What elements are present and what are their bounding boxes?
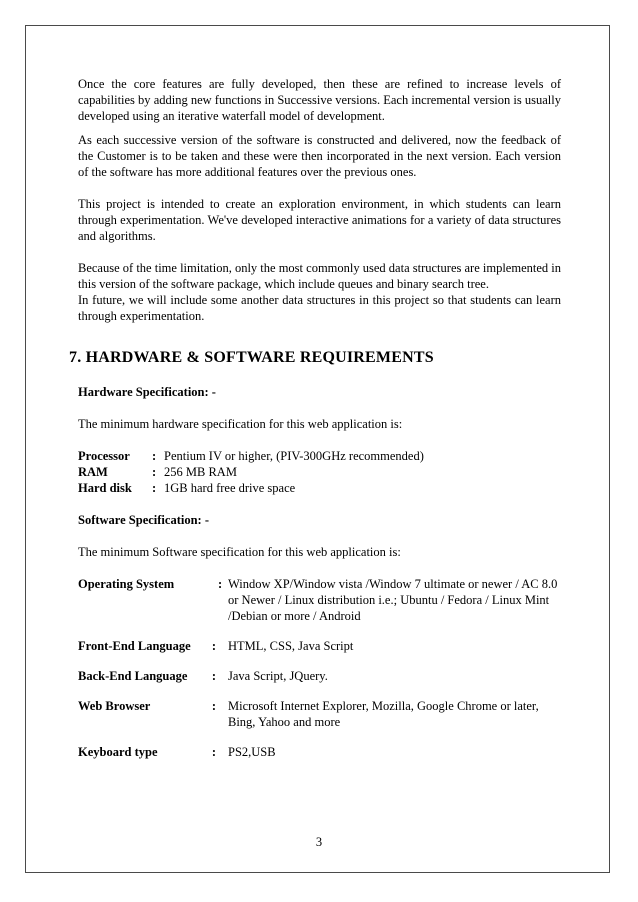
paragraph-core-features: Once the core features are fully developed, then these are refined to increase levels of capabilities by adding new functions in Successive versions. Each incremental version is usually developed using an iterative waterfall model of development. bbox=[78, 77, 561, 123]
software-row-web-browser bbox=[78, 698, 561, 730]
spec-value: Pentium IV or higher, (PIV-300GHz recommended) bbox=[164, 449, 424, 463]
spec-sep: : bbox=[152, 481, 157, 495]
document-body bbox=[69, 76, 561, 774]
hardware-spec-intro: The minimum hardware specification for this web application is: bbox=[78, 417, 403, 431]
spec-key: Hard disk bbox=[78, 481, 132, 495]
spec-sep: : bbox=[211, 639, 217, 653]
paragraph-successive-versions: As each successive version of the software is constructed and delivered, now the feedback of the Customer is to be taken and these were then incorporated in the next version. Each version of the software has more additional features over the previous ones. bbox=[78, 133, 561, 179]
page-number: 3 bbox=[315, 835, 323, 849]
hardware-row-hard-disk bbox=[78, 480, 561, 496]
spec-value: PS2,USB bbox=[228, 745, 276, 759]
section-heading: 7. HARDWARE & SOFTWARE REQUIREMENTS bbox=[69, 349, 434, 366]
software-row-operating-system bbox=[78, 576, 561, 624]
paragraph-project-intent: This project is intended to create an exploration environment, in which students can learn through experimentation. We've developed interactive animations for a variety of data structures and algorithms. bbox=[78, 197, 561, 243]
software-row-back-end bbox=[78, 668, 561, 684]
spec-key: RAM bbox=[78, 465, 108, 479]
spec-key: Back-End Language bbox=[78, 669, 188, 683]
software-row-front-end bbox=[78, 638, 561, 654]
spec-key: Front-End Language bbox=[78, 639, 191, 653]
spec-value: Java Script, JQuery. bbox=[228, 669, 328, 683]
spec-sep: : bbox=[211, 669, 217, 683]
hardware-spec-list bbox=[78, 448, 561, 496]
spec-value: 256 MB RAM bbox=[164, 465, 237, 479]
software-spec-intro: The minimum Software specification for this web application is: bbox=[78, 545, 401, 559]
spec-key: Processor bbox=[78, 449, 130, 463]
spec-key: Operating System bbox=[78, 577, 175, 591]
paragraph-time-limitation: Because of the time limitation, only the most commonly used data structures are implemented in this version of the software package, which include queues and binary search tree. bbox=[78, 261, 561, 291]
hardware-row-processor bbox=[78, 448, 561, 464]
hardware-row-ram bbox=[78, 464, 561, 480]
spec-value: 1GB hard free drive space bbox=[164, 481, 296, 495]
paragraph-future-work: In future, we will include some another data structures in this project so that students can learn through experimentation. bbox=[78, 293, 561, 323]
spec-key: Web Browser bbox=[78, 699, 151, 713]
software-spec-title: Software Specification: - bbox=[78, 513, 209, 527]
hardware-spec-title: Hardware Specification: - bbox=[78, 385, 216, 399]
software-row-keyboard-type bbox=[78, 744, 561, 760]
spec-sep: : bbox=[211, 745, 217, 759]
spec-value: Window XP/Window vista /Window 7 ultimate or newer / AC 8.0 or Newer / Linux distribution i.e.; Ubuntu / Fedora / Linux Mint /Debian or more / Android bbox=[228, 577, 558, 623]
spec-value: HTML, CSS, Java Script bbox=[228, 639, 354, 653]
spec-value: Microsoft Internet Explorer, Mozilla, Google Chrome or later, Bing, Yahoo and more bbox=[228, 699, 539, 729]
spec-sep: : bbox=[152, 449, 157, 463]
spec-sep: : bbox=[211, 699, 217, 713]
spec-sep: : bbox=[152, 465, 157, 479]
spec-sep: : bbox=[218, 577, 223, 591]
spec-key: Keyboard type bbox=[78, 745, 158, 759]
